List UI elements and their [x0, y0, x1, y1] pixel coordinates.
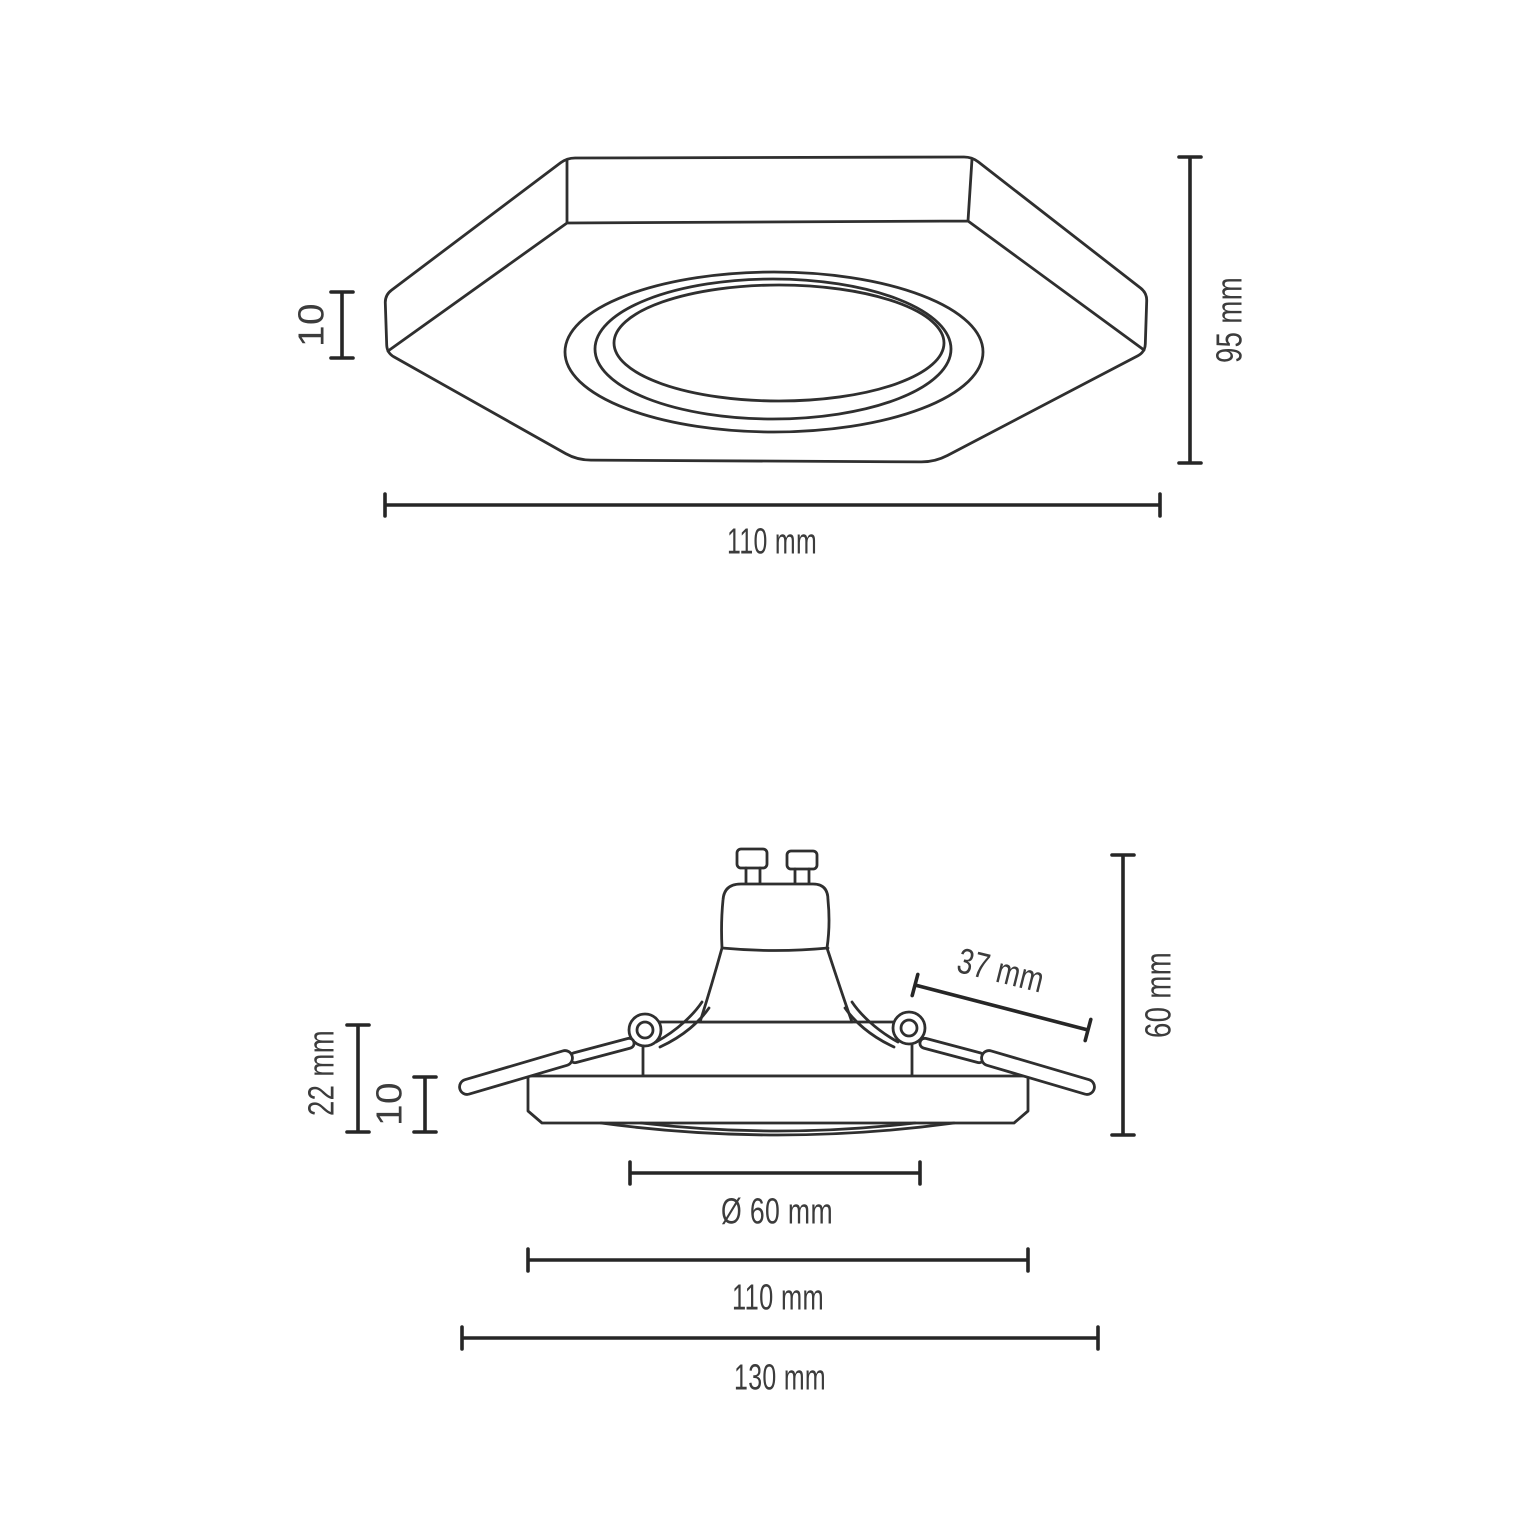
dim-side-total-height-label: 60 mm	[1137, 925, 1179, 1038]
gu10-pin-right-cap	[787, 851, 817, 869]
dim-side-plate-thickness-label: 10	[368, 1084, 410, 1126]
bezel-ring-inner	[614, 285, 944, 401]
dim-side-overall-width-label: 130 mm	[734, 1356, 826, 1398]
bezel-ring-middle	[595, 279, 951, 419]
gu10-pin-left-stem	[746, 868, 760, 884]
dim-side-recess-height-line	[347, 1025, 369, 1132]
hexagon-plate-outline	[385, 157, 1146, 462]
dim-side-cutout-diameter-label: Ø 60 mm	[721, 1190, 833, 1232]
spring-clip-left-bar-inner	[569, 1037, 635, 1064]
dim-side-clip-length-label: 37 mm	[953, 939, 1073, 1007]
bezel-ring-outer	[565, 272, 983, 432]
hexagon-top-face-edges	[388, 159, 1144, 351]
top-view	[291, 157, 1250, 562]
dim-top-depth-line	[1179, 157, 1201, 463]
gu10-pin-left-cap	[737, 849, 767, 868]
side-view	[301, 849, 1179, 1398]
lamp-housing	[643, 1022, 912, 1076]
dim-side-plate-width-line	[528, 1249, 1028, 1271]
dim-side-cutout-diameter-line	[630, 1162, 920, 1184]
dim-side-plate-width-label: 110 mm	[732, 1276, 824, 1318]
dim-top-edge-thickness-line	[331, 292, 353, 358]
dim-top-depth-label: 95 mm	[1208, 250, 1250, 363]
dim-top-width-label: 110 mm	[727, 520, 817, 562]
dim-top-edge-thickness-label: 10	[290, 305, 332, 347]
dim-top-width-line	[385, 494, 1160, 516]
spring-clip-right-bar-inner	[919, 1037, 985, 1064]
dim-side-overall-width-line	[462, 1327, 1098, 1349]
dim-side-recess-height-label: 22 mm	[300, 1003, 342, 1116]
gu10-bulb-body	[700, 884, 852, 1022]
mounting-plate	[528, 1076, 1028, 1123]
dim-side-total-height-line	[1112, 855, 1134, 1135]
gu10-pin-right-stem	[795, 869, 809, 884]
dim-side-plate-thickness-line	[414, 1077, 436, 1132]
